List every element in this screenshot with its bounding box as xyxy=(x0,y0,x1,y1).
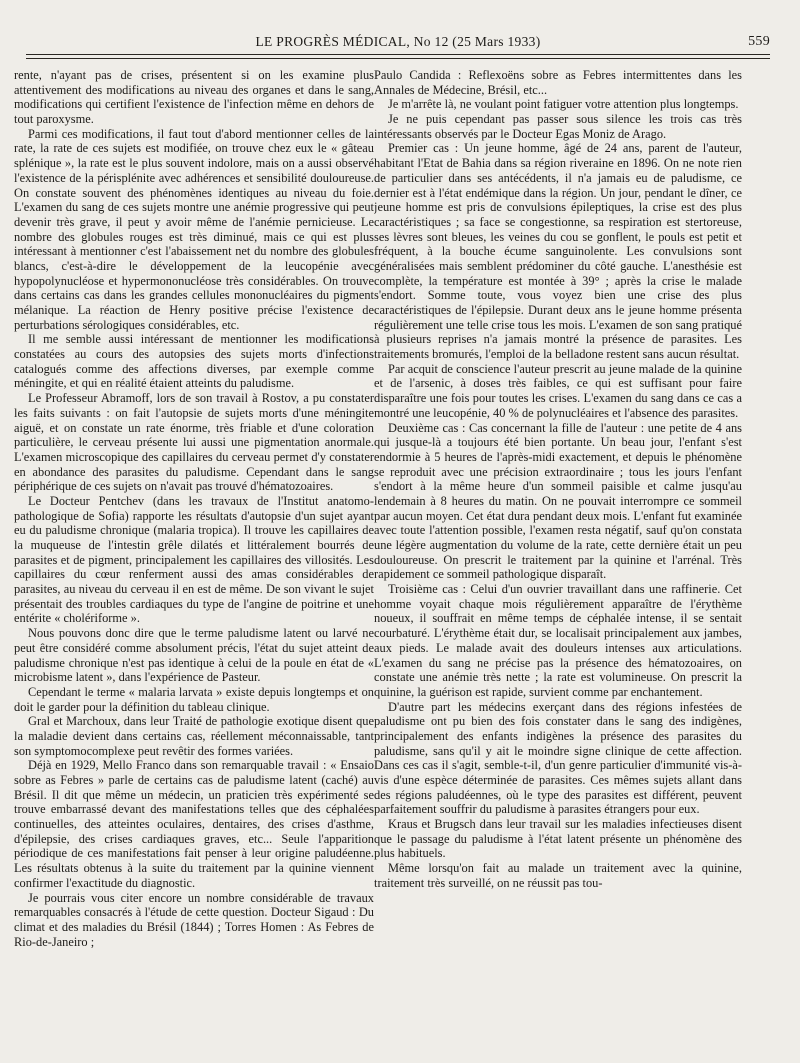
paragraph: Troisième cas : Celui d'un ouvrier travaillant dans une raffinerie. Cet homme voyait chaque mois régulièrement apparaître de l'érythème noueux, il souffrait en même temps de céphalée intense, il se sentait courbaturé. L'érythème était dur, se localisait principalement aux jambes, aux pieds. Le malade avait des douleurs intenses aux articulations. L'examen du sang ne précise pas la présence des hématozoaires, on constate une anémie très nette ; la rate est volumineuse. On prescrit la quinine, la guérison est rapide, survient comme par enchantement. xyxy=(374,582,742,699)
paragraph: Paulo Candida : Reflexoëns sobre as Febres intermittentes dans les Annales de Médecine, Brésil, etc... xyxy=(374,68,742,97)
header-rule xyxy=(26,54,770,55)
paragraph: Cependant le terme « malaria larvata » existe depuis longtemps et on doit le garder pour la définition du tableau clinique. xyxy=(14,684,374,714)
right-column xyxy=(374,68,742,1056)
paragraph: Kraus et Brugsch dans leur travail sur les maladies infectieuses disent que le passage du paludisme à l'état latent présente un phénomène des plus habituels. xyxy=(374,817,742,861)
left-column xyxy=(14,68,374,1056)
header-rule-double xyxy=(26,58,770,59)
paragraph: Déjà en 1929, Mello Franco dans son remarquable travail : « Ensaio sobre as Febres » parle de certains cas de paludisme latent (caché) au Brésil. Il dit que même un médecin, un praticien très expérimenté se trouve embarrassé devant des manifestations telles que des céphalées continuelles, des atteintes oculaires, dentaires, des crises d'asthme, d'épilepsie, des crises cardiaques graves, etc... Seule l'apparition périodique de ces manifestations fait penser à leur origine paludéenne. Les résultats obtenus à la suite du traitement par la quinine viennent confirmer l'exactitude du diagnostic. xyxy=(14,758,374,890)
paragraph: Il me semble aussi intéressant de mentionner les modifications constatées au cours des autopsies des sujets morts d'infections catalogués comme des affections diverses, par exemple comme méningite, et qui en réalité étaient atteints du paludisme. xyxy=(14,332,374,391)
paragraph: rente, n'ayant pas de crises, présentent si on les examine plus attentivement des modifications au niveau des organes et dans le sang, modifications qui certifient l'existence de l'infection même en dehors de tout paroxysme. xyxy=(14,68,374,127)
paragraph: Je ne puis cependant pas passer sous silence les trois cas très intéressants observés par le Docteur Egas Moniz de Arago. xyxy=(374,112,742,141)
paragraph: Je m'arrête là, ne voulant point fatiguer votre attention plus longtemps. xyxy=(388,97,739,112)
paragraph: Gral et Marchoux, dans leur Traité de pathologie exotique disent que la maladie devient dans certains cas, réellement méconnaissable, tant son symptomocomplexe peut revêtir des formes variées. xyxy=(14,714,374,758)
paragraph: D'autre part les médecins exerçant dans des régions infestées de paludisme ont pu bien des fois constater dans le sang des indigènes, principalement des enfants indigènes la présence des parasites du paludisme, sans qu'il y ait le moindre signe clinique de cette affection. Dans ces cas il s'agit, semble-t-il, d'un genre particulier d'immunité vis-à-vis d'une espèce déterminée de parasites. Ces mêmes sujets allant dans des régions paludéennes, où le type des parasites est différent, peuvent parfaitement souffrir du paludisme à parasites étrangers pour eux. xyxy=(374,699,742,817)
paragraph: Le Docteur Pentchev (dans les travaux de l'Institut anatomo-pathologique de Sofia) rapporte les résultats d'autopsie d'un sujet ayant eu du paludisme chronique (malaria tropica). Il trouve les capillaires de la muqueuse de l'intestin grêle dilatés et littéralement bourrés de parasites et de pigment, principalement les capillaires des villosités. Les capillaires du cœur renferment aussi des amas considérables de parasites, au niveau du cerveau il en est de même. De son vivant le sujet présentait des troubles cardiaques du type de l'angine de poitrine et une entérite « cholériforme ». xyxy=(14,493,374,626)
paragraph: Par acquit de conscience l'auteur prescrit au jeune malade de la quinine et de l'arsenic, à doses très faibles, ce qui est suffisant pour faire disparaître une fois pour toutes les crises. L'examen du sang dans ce cas a montré une leucopénie, 40 % de polynucléaires et l'absence des parasites. xyxy=(374,361,742,420)
paragraph: Le Professeur Abramoff, lors de son travail à Rostov, a pu constater les faits suivants : on fait l'autopsie de sujets morts d'une méningite aiguë, et on constate un rate énorme, très friable et d'une coloration particulière, le cerveau présente lui aussi une pigmentation anormale. L'examen microscopique des capillaires du cerveau permet d'y constater en abondance des parasites du paludisme. Cependant dans le sang périphérique de ces sujets on n'avait pas trouvé d'hématozoaires. xyxy=(14,391,374,494)
paragraph: Premier cas : Un jeune homme, âgé de 24 ans, parent de l'auteur, habitant l'Etat de Bahia dans sa région riveraine en 1896. On ne note rien de particulier dans ses antécédents, il n'a jamais eu de paludisme, ce dernier est à l'état endémique dans la région. Un jour, pendant le dîner, ce jeune homme est pris de convulsions épileptiques, la crise est des plus caractéristiques ; sa face se congestionne, sa respiration est stertoreuse, ses lèvres sont bleues, les veines du cou se gonflent, le pouls est petit et fréquent, à la bouche écume sanguinolente. Les convulsions sont généralisées mais semblent prédominer du côté gauche. L'anesthésie est complète, la température est montée à 39° ; après la crise le malade s'endort. Somme toute, vous voyez bien une crise des plus caractéristiques de l'épilepsie. Durant deux ans le jeune homme présenta régulièrement une telle crise tous les mois. L'examen de son sang pratiqué à plusieurs reprises n'a jamais montré la présence de parasites. Les traitements bromurés, l'emploi de la belladone restent sans aucun résultat. xyxy=(374,141,742,362)
running-head xyxy=(26,34,770,54)
running-title: LE PROGRÈS MÉDICAL, No 12 (25 Mars 1933) xyxy=(255,34,541,49)
page-number: 559 xyxy=(748,34,770,49)
paragraph: Deuxième cas : Cas concernant la fille de l'auteur : une petite de 4 ans qui jusque-là a toujours été bien portante. Un beau jour, l'enfant s'est endormie à 5 heures de l'après-midi exactement, et depuis le phénomène se reproduit avec une précision extraordinaire ; tous les jours l'enfant s'endort à la même heure d'un sommeil paisible et calme jusqu'au lendemain à 8 heures du matin. On ne pouvait interrompre ce sommeil par aucun moyen. Cet état dura pendant deux mois. L'enfant fut examinée avec toute l'attention possible, l'examen resta négatif, sauf qu'on constata une légère augmentation du volume de la rate, cette dernière était un peu douloureuse. On prescrit le traitement par la quinine et l'arrénal. Très rapidement ce sommeil pathologique disparaît. xyxy=(374,420,742,582)
paragraph: Parmi ces modifications, il faut tout d'abord mentionner celles de la rate, la rate de ces sujets est modifiée, on trouve chez eux le « gâteau splénique », la rate est le plus souvent indolore, mais on a aussi observé l'existence de la périsplénite avec adhérences et sensibilité douloureuse. On constate souvent des phénomènes identiques au niveau du foie. L'examen du sang de ces sujets montre une anémie progressive qui peut devenir très grave, il peut y avoir même de l'anémie pernicieuse. Le nombre des globules rouges est très diminué, mais ce qui est plus intéressant à mentionner c'est l'abaissement net du nombre des globules blancs, c'est-à-dire le développement de la leucopénie avec hypopolynucléose et hypermononucléose très considérables. On trouve dans certains cas dans les grandes cellules mononucléaires du pigment mélanique. La réaction de Henry positive précise l'existence de perturbations sérologiques considérables, etc. xyxy=(14,126,374,332)
paragraph: Même lorsqu'on fait au malade un traitement avec la quinine, traitement très surveillé, on ne réussit pas tou- xyxy=(374,861,742,890)
paragraph: Nous pouvons donc dire que le terme paludisme latent ou larvé ne peut être considéré comme absolument précis, l'état du sujet atteint de paludisme chronique n'est pas identique à celui de la poule en état de « microbisme latent », dans l'expérience de Pasteur. xyxy=(14,626,374,685)
paragraph: Je pourrais vous citer encore un nombre considérable de travaux remarquables consacrés à l'étude de cette question. Docteur Sigaud : Du climat et des maladies du Brésil (1844) ; Torres Homen : As Febres de Rio-de-Janeiro ; xyxy=(14,890,374,949)
